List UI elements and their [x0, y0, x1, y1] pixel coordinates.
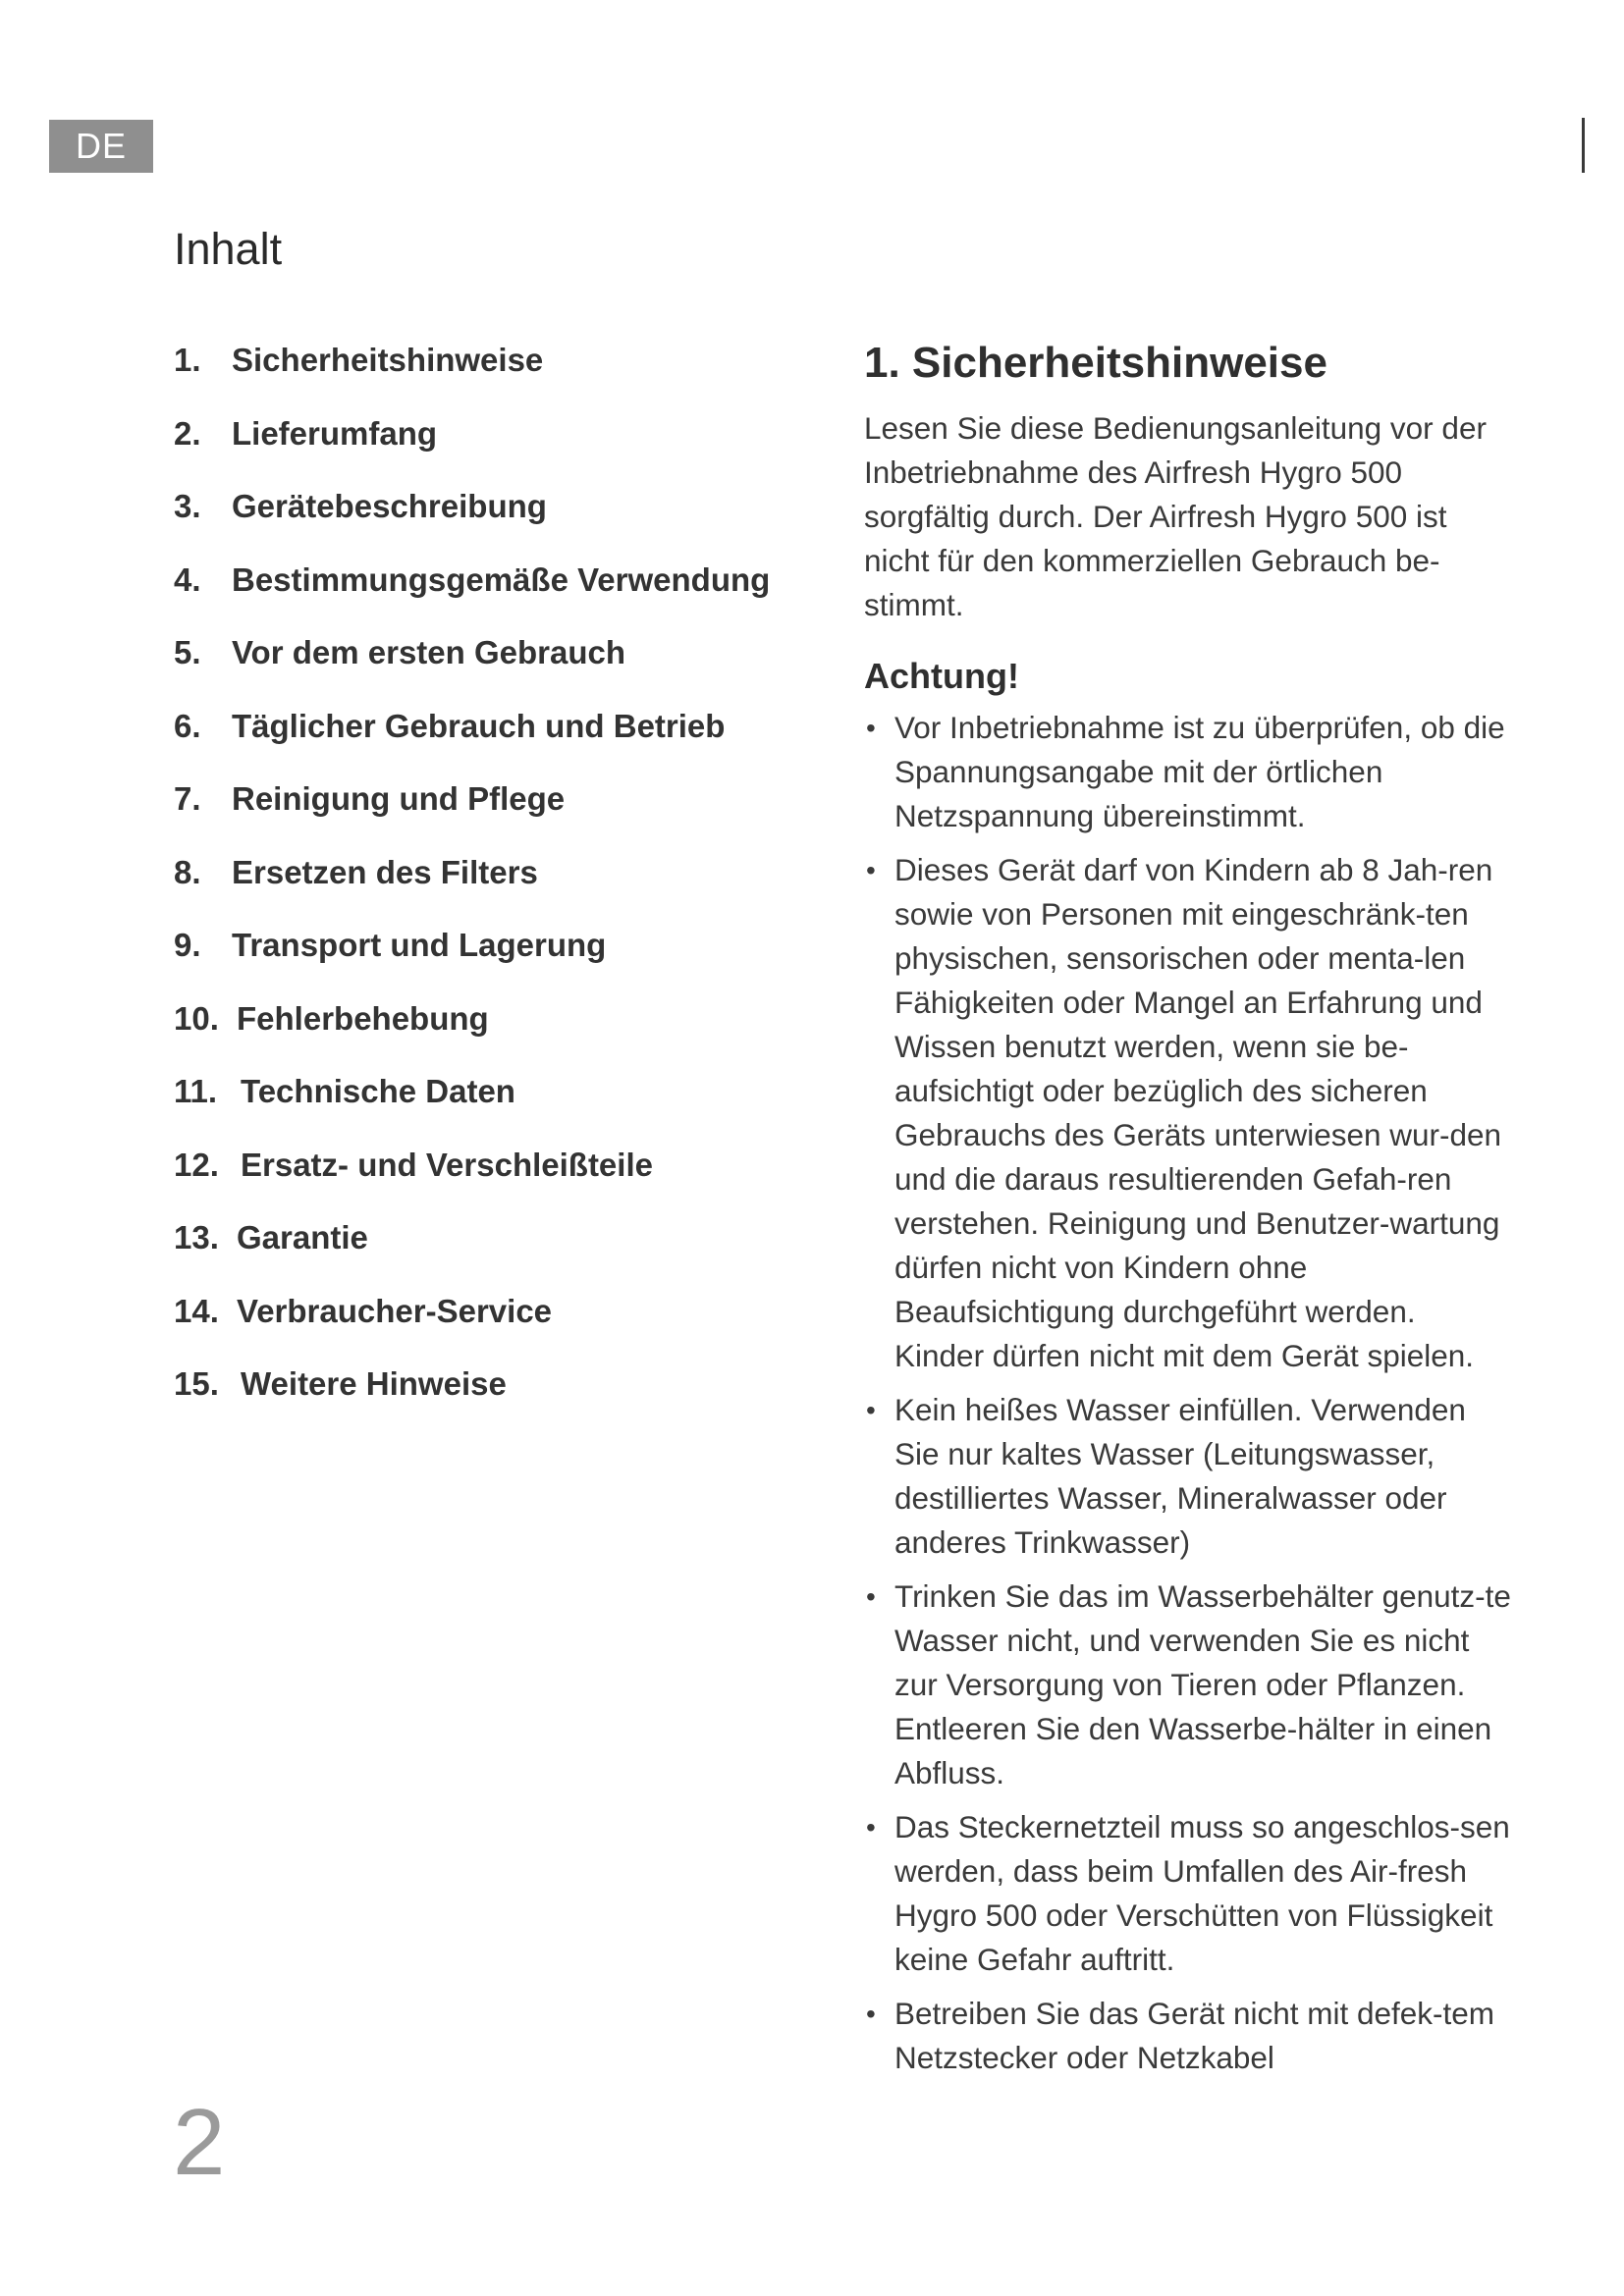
safety-section [864, 334, 1512, 2090]
toc-item-label: Vor dem ersten Gebrauch [232, 634, 626, 670]
toc-item [174, 1365, 770, 1439]
toc-item-number: 4. [174, 561, 201, 598]
toc-item-label: Reinigung und Pflege [232, 780, 566, 817]
toc-item [174, 1219, 770, 1293]
toc-title: Inhalt [174, 224, 283, 274]
toc-item-number: 15. [174, 1365, 219, 1402]
toc-item [174, 634, 770, 708]
toc-item-label: Technische Daten [241, 1073, 515, 1109]
warning-item [864, 1805, 1512, 1982]
bullet-icon: • [866, 713, 876, 743]
warning-item [864, 1575, 1512, 1795]
toc-item-label: Fehlerbehebung [237, 999, 489, 1037]
toc-item-number: 7. [174, 780, 201, 817]
toc-item-number: 9. [174, 927, 201, 963]
toc-item-label: Weitere Hinweise [241, 1365, 507, 1402]
toc-item-number: 13. [174, 1219, 219, 1255]
toc-item-number: 3. [174, 488, 201, 524]
bullet-icon: • [866, 855, 876, 885]
warning-item-text: Das Steckernetzteil muss so angeschlos-sen werden, dass beim Umfallen des Air-fresh Hygro 500 oder Verschütten von Flüssigkeit keine Gefahr auftritt. [894, 1809, 1510, 1977]
bullet-icon: • [866, 1581, 876, 1612]
warning-item [864, 706, 1512, 838]
toc-item-label: Lieferumfang [232, 414, 438, 452]
warning-item-text: Betreiben Sie das Gerät nicht mit defek-tem Netzstecker oder Netzkabel [894, 1996, 1495, 2075]
toc-item-number: 14. [174, 1292, 219, 1329]
warning-heading: Achtung! [864, 656, 1019, 696]
toc-item-label: Gerätebeschreibung [232, 488, 547, 524]
toc-item [174, 780, 770, 854]
toc-item-number: 8. [174, 853, 201, 890]
bullet-icon: • [866, 1395, 876, 1425]
toc-item-label: Ersetzen des Filters [232, 853, 538, 890]
toc-item-number: 10. [174, 999, 219, 1037]
toc-item-label: Transport und Lagerung [232, 927, 607, 963]
warning-item-text: Kein heißes Wasser einfüllen. Verwenden Sie nur kaltes Wasser (Leitungswasser, destilliertes Wasser, Mineralwasser oder anderes Trinkwasser) [894, 1392, 1466, 1560]
toc-item [174, 1293, 770, 1366]
section-heading: 1. Sicherheitshinweise [864, 339, 1327, 387]
margin-marker [1582, 118, 1585, 173]
warning-item-text: Trinken Sie das im Wasserbehälter genutz-te Wasser nicht, und verwenden Sie es nicht zur Versorgung von Tieren oder Pflanzen. Entleeren Sie den Wasserbe-hälter in einen Abfluss. [894, 1578, 1511, 1790]
toc-item-label: Garantie [237, 1219, 368, 1255]
toc-item-number: 12. [174, 1146, 219, 1183]
toc-item-label: Sicherheitshinweise [232, 342, 544, 378]
language-tab: DE [49, 120, 153, 173]
bullet-icon: • [866, 1812, 876, 1842]
toc-item-label: Bestimmungsgemäße Verwendung [232, 561, 771, 598]
toc-item-number: 2. [174, 414, 201, 452]
toc-item-number: 11. [174, 1073, 218, 1109]
warning-item-text: Dieses Gerät darf von Kindern ab 8 Jah-ren sowie von Personen mit eingeschränk-ten physischen, sensorischen oder menta-len Fähigkeiten oder Mangel an Erfahrung und Wissen benutzt werden, wenn sie be-aufsichtigt oder bezüglich des sicheren Gebrauchs des Geräts unterwiesen wur-den und die daraus resultierenden Gefah-ren verstehen. Reinigung und Benutzer-wartung dürfen nicht von Kindern ohne Beaufsichtigung durchgeführt werden. Kinder dürfen nicht mit dem Gerät spielen. [894, 852, 1502, 1373]
toc-item-label: Täglicher Gebrauch und Betrieb [232, 707, 726, 744]
toc-item [174, 1147, 770, 1220]
toc-item [174, 708, 770, 781]
toc-item [174, 561, 770, 635]
toc-item [174, 415, 770, 489]
warning-item-text: Vor Inbetriebnahme ist zu überprüfen, ob die Spannungsangabe mit der örtlichen Netzspannung übereinstimmt. [894, 710, 1505, 833]
toc-item-number: 1. [174, 342, 201, 378]
toc-item [174, 488, 770, 561]
bullet-icon: • [866, 1999, 876, 2029]
table-of-contents [174, 342, 770, 1439]
toc-item [174, 1073, 770, 1147]
warning-item [864, 1992, 1512, 2080]
toc-item-label: Ersatz- und Verschleißteile [241, 1146, 653, 1183]
toc-item [174, 1000, 770, 1074]
toc-item [174, 342, 770, 415]
warning-item [864, 1388, 1512, 1565]
toc-item [174, 927, 770, 1000]
warning-list [864, 706, 1512, 2080]
page-number: 2 [173, 2090, 226, 2195]
intro-paragraph: Lesen Sie diese Bedienungsanleitung vor der Inbetriebnahme des Airfresh Hygro 500 sorgfältig durch. Der Airfresh Hygro 500 ist nicht für den kommerziellen Gebrauch be-stimmt. [864, 410, 1487, 622]
toc-item [174, 854, 770, 928]
warning-item [864, 848, 1512, 1378]
toc-item-label: Verbraucher-Service [237, 1292, 553, 1329]
toc-item-number: 6. [174, 707, 201, 744]
toc-item-number: 5. [174, 634, 201, 670]
